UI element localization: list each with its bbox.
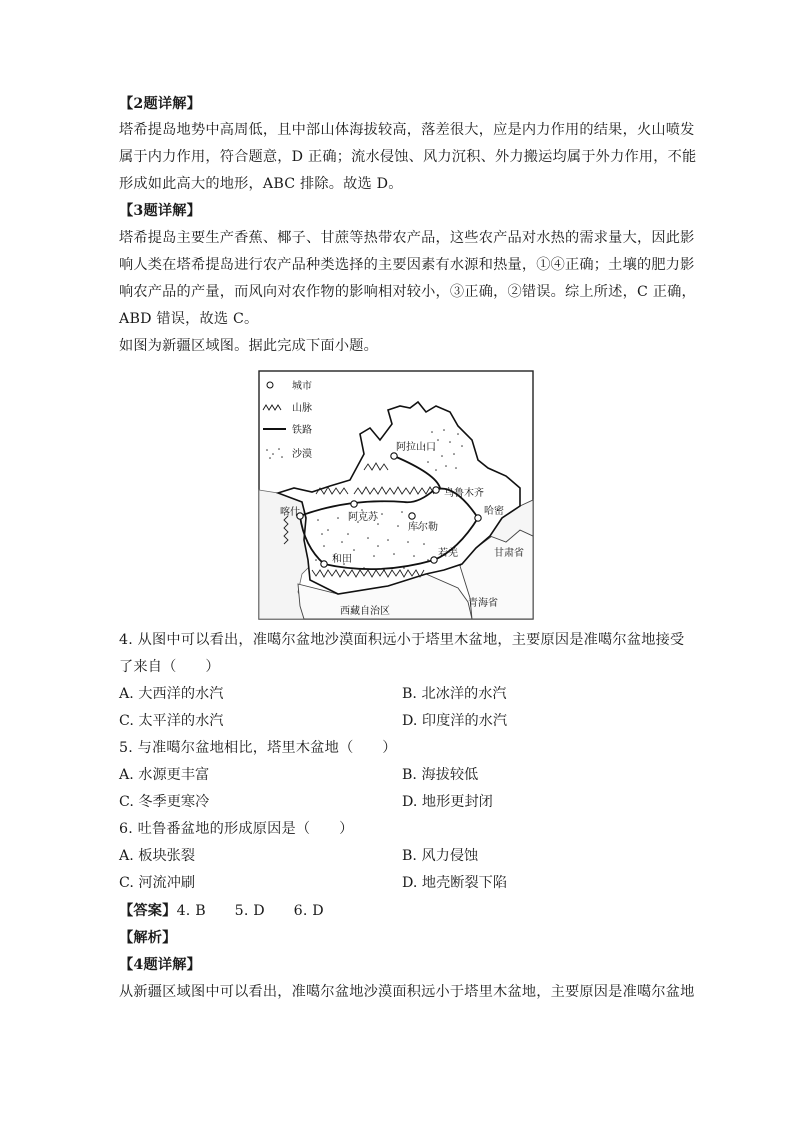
city-korla [409, 513, 415, 519]
q4-option-a: A. 大西洋的水汽 [119, 686, 224, 702]
label-qinghai: 青海省 [468, 598, 498, 609]
q5-option-d: D. 地形更封闭 [402, 794, 493, 810]
detail4-text: 从新疆区域图中可以看出，准噶尔盆地沙漠面积远小于塔里木盆地，主要原因是准噶尔盆地 [119, 984, 695, 1000]
q4-option-b: B. 北冰洋的水汽 [402, 686, 507, 702]
label-ruoqiang: 若羌 [438, 548, 458, 559]
paragraph-line: 形成如此高大的地形，ABC 排除。故选 D。 [119, 176, 403, 192]
analysis-heading: 【解析】 [119, 930, 177, 946]
legend-railway: 铁路 [292, 425, 312, 436]
label-korla: 库尔勒 [408, 522, 438, 533]
legend-desert: 沙漠 [292, 449, 312, 460]
q5-option-a: A. 水源更丰富 [119, 767, 210, 783]
paragraph-line: 响农产品的产量，而风向对农作物的影响相对较小，③正确，②错误。综上所述，C 正确， [119, 284, 696, 300]
city-icon [267, 382, 273, 388]
section-heading-q3: 【3题详解】 [119, 203, 202, 219]
q5-stem: 5. 与准噶尔盆地相比，塔里木盆地（ ） [119, 740, 397, 756]
q4-option-c: C. 太平洋的水汽 [119, 713, 224, 729]
legend-mountain: 山脉 [292, 403, 312, 414]
paragraph-line: 塔希提岛主要生产香蕉、椰子、甘蔗等热带农产品，这些农产品对水热的需求量大，因此影 [119, 230, 695, 246]
map-drawing [258, 370, 534, 620]
q6-option-c: C. 河流冲刷 [119, 875, 196, 891]
q6-option-a: A. 板块张裂 [119, 848, 196, 864]
paragraph-line: ABD 错误，故选 C。 [119, 311, 259, 327]
city-hotan [321, 561, 327, 567]
q6-stem: 6. 吐鲁番盆地的形成原因是（ ） [119, 821, 354, 837]
answer-line [119, 901, 324, 921]
map-legend [260, 372, 318, 468]
city-urumqi [433, 487, 439, 493]
label-hami: 哈密 [484, 506, 504, 517]
xinjiang-map [258, 370, 534, 620]
q4-stem: 4. 从图中可以看出，准噶尔盆地沙漠面积远小于塔里木盆地，主要原因是准噶尔盆地接受 [119, 632, 685, 648]
label-gansu: 甘肃省 [494, 548, 524, 559]
paragraph-line: 属于内力作用，符合题意，D 正确；流水侵蚀、风力沉积、外力搬运均属于外力作用，不能 [119, 149, 697, 165]
q4-stem-cont: 了来自（ ） [119, 659, 220, 675]
label-alashankou: 阿拉山口 [396, 442, 436, 453]
q5-option-c: C. 冬季更寒冷 [119, 794, 210, 810]
label-urumqi: 乌鲁木齐 [444, 488, 484, 499]
answer-values: 4. B 5. D 6. D [176, 903, 324, 919]
q6-option-b: B. 风力侵蚀 [402, 848, 479, 864]
paragraph-line: 塔希提岛地势中高周低，且中部山体海拔较高，落差很大，应是内力作用的结果，火山喷发 [119, 122, 695, 138]
city-ruoqiang [431, 557, 437, 563]
q6-option-d: D. 地壳断裂下陷 [402, 875, 508, 891]
label-hotan: 和田 [332, 554, 352, 565]
paragraph-line: 响人类在塔希提岛进行农产品种类选择的主要因素有水源和热量，①④正确；土壤的肥力影 [119, 257, 695, 273]
city-alashankou [391, 453, 397, 459]
legend-city: 城市 [292, 381, 312, 392]
label-aksu: 阿克苏 [348, 512, 378, 523]
paragraph-line: 如图为新疆区域图。据此完成下面小题。 [119, 338, 378, 354]
label-kashgar: 喀什 [280, 507, 300, 518]
q5-option-b: B. 海拔较低 [402, 767, 479, 783]
answer-label: 【答案】 [119, 903, 177, 919]
detail4-heading: 【4题详解】 [119, 957, 202, 973]
section-heading-q2: 【2题详解】 [119, 96, 202, 112]
label-tibet: 西藏自治区 [340, 606, 390, 617]
city-hami [475, 515, 481, 521]
q4-option-d: D. 印度洋的水汽 [402, 713, 508, 729]
city-aksu [351, 501, 357, 507]
